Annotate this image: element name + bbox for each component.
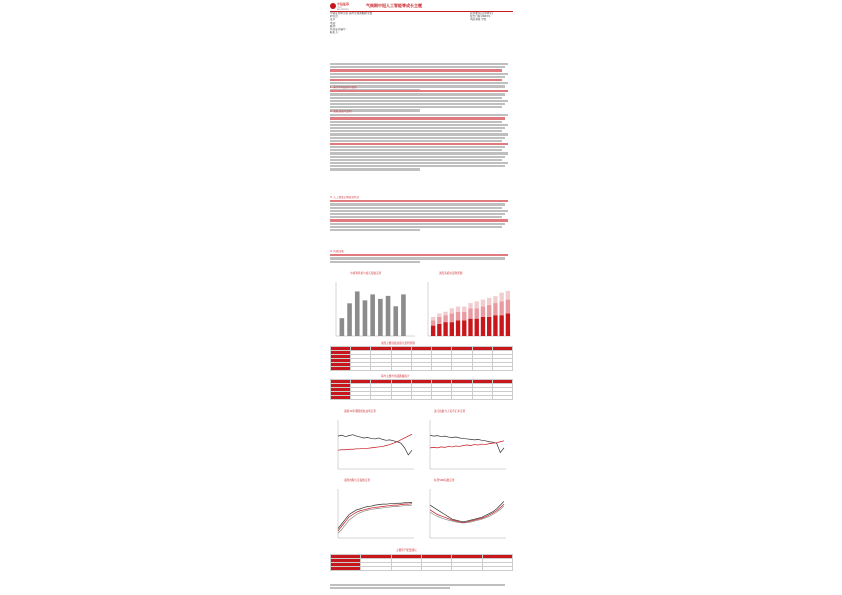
- caption-c2: 美股各板块盈利预测: [439, 272, 463, 275]
- stacked-bar-segment: [443, 312, 447, 315]
- stacked-bar-segment: [487, 305, 491, 317]
- chart-nasdaq: [334, 487, 416, 542]
- table-cell: [432, 367, 452, 371]
- text-line: [330, 63, 508, 65]
- text-line: [330, 97, 502, 99]
- table-cell: [472, 367, 492, 371]
- header-left-0: 中信证券研究部 海外宏观策略研究组: [330, 12, 373, 15]
- stacked-bar-segment: [475, 301, 479, 308]
- stacked-bar-segment: [450, 313, 454, 322]
- disclaimer-line: [330, 584, 505, 586]
- table-row: [331, 367, 513, 371]
- text-line: [330, 130, 502, 132]
- text-line: [330, 162, 508, 164]
- text-line: [330, 203, 505, 205]
- paragraph-heading: 1. 海外市场回顾与展望: [330, 86, 357, 89]
- text-line: [330, 103, 505, 105]
- chart-sp500: [426, 487, 508, 542]
- text-line: [330, 133, 508, 135]
- text-line: [330, 149, 502, 151]
- stacked-bar-segment: [506, 300, 510, 314]
- stacked-bar-segment: [437, 324, 441, 336]
- header-left-1: 研究员: [330, 15, 338, 19]
- bar: [370, 294, 375, 336]
- table-cell: [452, 367, 472, 371]
- caption-c1: 中美利率差与美元指数走势: [350, 272, 382, 275]
- text-line: [330, 152, 508, 154]
- table-cell: [421, 567, 451, 571]
- bar: [393, 306, 398, 336]
- stacked-bar-segment: [506, 313, 510, 336]
- text-line: [330, 207, 502, 209]
- stacked-bar-segment: [456, 307, 460, 312]
- text-line: [330, 137, 505, 139]
- stacked-bar-segment: [450, 322, 454, 336]
- series-line: [430, 504, 504, 522]
- series-line: [338, 434, 412, 450]
- caption-c3: 美国10年期国债收益率走势: [344, 410, 376, 413]
- text-line: [330, 257, 505, 259]
- paragraph-heading: 4. 风险因素: [330, 250, 344, 253]
- text-line: [330, 76, 505, 78]
- header-right-0: 投资要点(证券研究): [470, 12, 493, 15]
- bar: [401, 294, 406, 336]
- stacked-bar-segment: [456, 312, 460, 321]
- header-left-6: 联系人：: [330, 31, 341, 35]
- text-line: [330, 216, 502, 218]
- series-line: [430, 501, 504, 521]
- text-line: [330, 156, 505, 158]
- stacked-bar-segment: [462, 307, 466, 312]
- table-cell: [371, 396, 391, 400]
- stacked-bar-segment: [468, 319, 472, 336]
- stacked-bar-segment: [487, 317, 491, 336]
- stacked-bar-segment: [493, 296, 497, 303]
- text-line: [330, 127, 505, 129]
- table-cell: [391, 367, 411, 371]
- text-line: [330, 226, 502, 228]
- table-cell: [492, 367, 512, 371]
- stacked-bar-segment: [481, 307, 485, 317]
- header-right-1: 报告日期 2023年: [470, 15, 491, 19]
- chart-sector-earnings: [424, 280, 513, 340]
- series-line: [430, 506, 504, 523]
- text-line: [330, 213, 505, 215]
- text-line: [330, 254, 508, 256]
- bar: [347, 303, 352, 336]
- text-line: [330, 90, 508, 92]
- text-line: [330, 124, 508, 126]
- stacked-bar-segment: [431, 326, 435, 336]
- text-line: [330, 223, 505, 225]
- text-line: [330, 261, 420, 263]
- table-market-returns: [330, 379, 513, 400]
- series-line: [338, 505, 412, 533]
- brand-mark-icon: [330, 3, 336, 9]
- text-line: [330, 93, 505, 95]
- bar: [340, 318, 345, 336]
- stacked-bar-segment: [506, 291, 510, 300]
- stacked-bar-segment: [431, 320, 435, 325]
- report-page: [326, 0, 517, 595]
- text-line: [330, 165, 505, 167]
- text-line: [330, 82, 508, 84]
- chart-dxy-cny: [426, 418, 508, 473]
- series-line: [430, 435, 504, 452]
- table-row: [331, 567, 513, 571]
- table-cell: [331, 567, 361, 571]
- text-line: [330, 121, 502, 123]
- text-line: [330, 106, 502, 108]
- table-allocation: [330, 554, 513, 571]
- brand-name: 中信证券: [337, 2, 350, 6]
- text-line: [330, 143, 508, 145]
- stacked-bar-segment: [443, 322, 447, 336]
- stacked-bar-segment: [431, 317, 435, 320]
- table-cell: [472, 396, 492, 400]
- text-line: [330, 69, 502, 71]
- report-header: [330, 12, 513, 60]
- stacked-bar-segment: [437, 317, 441, 324]
- disclaimer-line: [330, 587, 450, 589]
- stacked-bar-segment: [493, 303, 497, 315]
- table-cell: [452, 567, 482, 571]
- bar: [378, 299, 383, 336]
- stacked-bar-segment: [437, 313, 441, 316]
- table-cell: [351, 367, 371, 371]
- header-right: [470, 12, 493, 22]
- header-left-2: 证书: [330, 18, 336, 22]
- table-valuation: [330, 346, 513, 371]
- stacked-bar-segment: [468, 303, 472, 308]
- table-cell: [432, 396, 452, 400]
- stacked-bar-segment: [456, 320, 460, 336]
- paragraph-p4: [330, 196, 513, 232]
- stacked-bar-segment: [475, 308, 479, 318]
- series-line: [338, 504, 412, 531]
- paragraph-heading: 3. 人工智能主题投资机会: [330, 196, 360, 199]
- stacked-bar-segment: [450, 308, 454, 313]
- text-line: [330, 229, 420, 231]
- table-cell: [351, 396, 371, 400]
- text-line: [330, 73, 508, 75]
- text-line: [330, 219, 508, 221]
- table-cell: [482, 567, 512, 571]
- caption-tbl2: 海外主要市场涨跌幅统计: [381, 375, 410, 378]
- stacked-bar-segment: [487, 298, 491, 305]
- table-cell: [371, 367, 391, 371]
- table-cell: [411, 396, 431, 400]
- stacked-bar-segment: [499, 301, 503, 315]
- chart-rate-spread: [332, 280, 417, 340]
- table-row: [331, 396, 513, 400]
- text-line: [330, 146, 505, 148]
- stacked-bar-segment: [481, 300, 485, 307]
- bar: [386, 296, 391, 336]
- stacked-bar-segment: [481, 317, 485, 336]
- series-line: [338, 435, 412, 455]
- header-left-4: 邮件：: [330, 24, 338, 28]
- paragraph-p3: [330, 110, 513, 172]
- caption-c6: 标普500指数走势: [434, 479, 455, 482]
- bar: [363, 300, 368, 336]
- table-cell: [411, 367, 431, 371]
- text-line: [330, 140, 502, 142]
- text-line: [330, 100, 508, 102]
- header-left: [330, 12, 372, 34]
- paragraph-p2: [330, 86, 513, 113]
- stacked-bar-segment: [462, 320, 466, 336]
- stacked-bar-segment: [499, 293, 503, 302]
- caption-c4: 美元指数与人民币汇率走势: [434, 410, 466, 413]
- brand-sub: CITIC SECURITIES: [337, 6, 349, 11]
- caption-tbl3: 主要资产配置建议: [396, 549, 417, 552]
- table-cell: [331, 367, 351, 371]
- text-line: [330, 200, 508, 202]
- table-cell: [391, 567, 421, 571]
- stacked-bar-segment: [443, 315, 447, 322]
- table-cell: [452, 396, 472, 400]
- report-title: 气候期中冠人工智能等成长主题: [366, 3, 422, 8]
- table-cell: [492, 396, 512, 400]
- header-right-2: 风险等级 中性: [470, 18, 487, 22]
- text-line: [330, 159, 502, 161]
- disclaimer: [330, 583, 513, 590]
- header-left-5: 执业证书编号：: [330, 28, 349, 32]
- bar: [355, 291, 360, 336]
- paragraph-p5: [330, 250, 513, 264]
- stacked-bar-segment: [493, 315, 497, 336]
- caption-c5: 美股纳斯达克指数走势: [344, 479, 370, 482]
- caption-tbl1: 美股主要指数估值与盈利预测: [381, 342, 415, 345]
- text-line: [330, 117, 505, 119]
- stacked-bar-segment: [462, 312, 466, 321]
- table-cell: [331, 396, 351, 400]
- header-left-3: 电话：: [330, 21, 338, 25]
- stacked-bar-segment: [475, 319, 479, 336]
- brand-logo: [330, 3, 354, 10]
- paragraph-heading: 2. 美股估值与盈利: [330, 110, 352, 113]
- stacked-bar-segment: [468, 308, 472, 318]
- text-line: [330, 114, 508, 116]
- table-cell: [361, 567, 391, 571]
- text-line: [330, 210, 508, 212]
- text-line: [330, 79, 502, 81]
- chart-ust10y: [334, 418, 416, 473]
- text-line: [330, 168, 420, 170]
- table-cell: [391, 396, 411, 400]
- text-line: [330, 66, 505, 68]
- stacked-bar-segment: [499, 315, 503, 336]
